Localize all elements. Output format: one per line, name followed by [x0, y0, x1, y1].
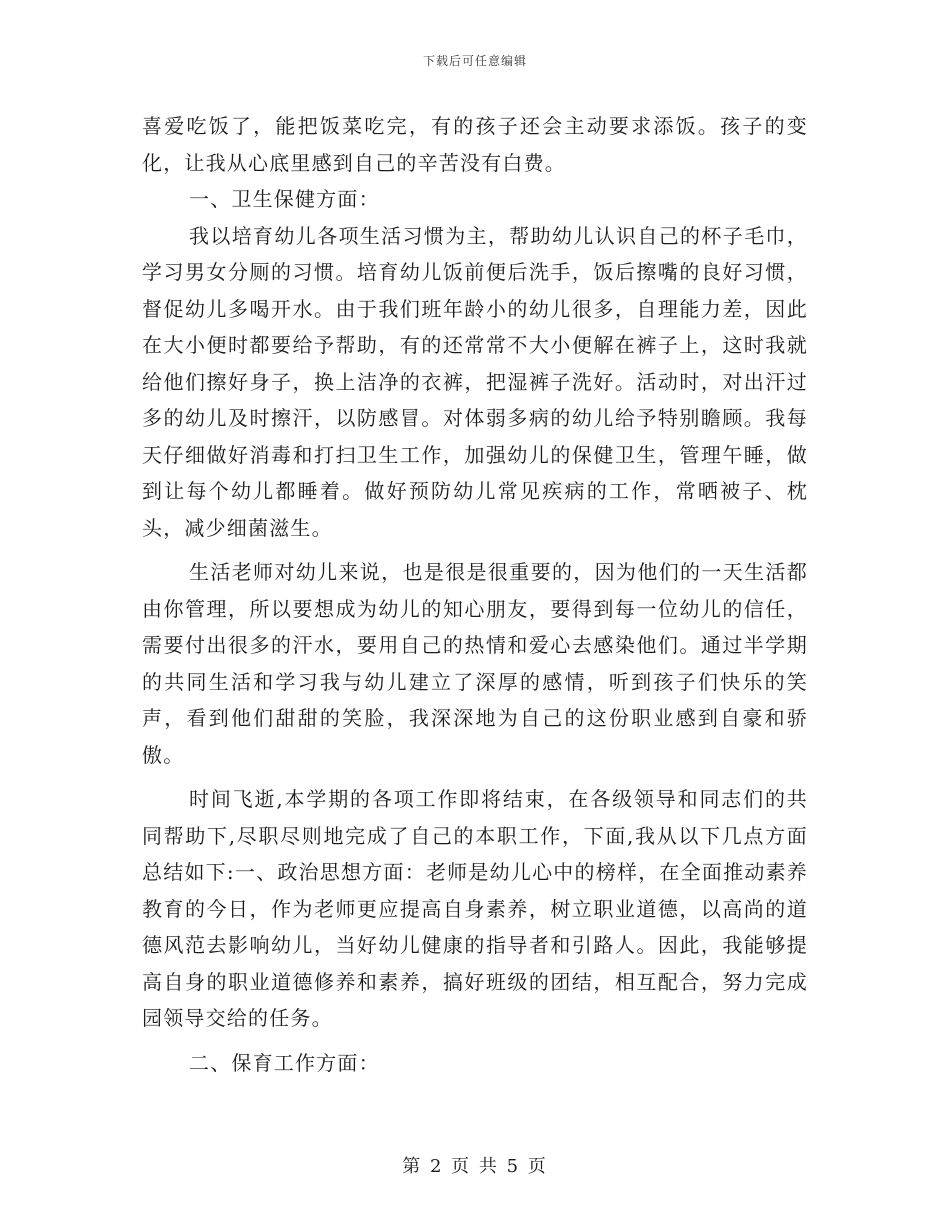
header-note: 下载后可任意编辑 — [422, 54, 527, 68]
paragraph-hygiene: 我以培育幼儿各项生活习惯为主，帮助幼儿认识自己的杯子毛巾，学习男女分厕的习惯。培育幼儿饭前便后洗手，饭后擦嘴的良好习惯，督促幼儿多喝开水。由于我们班年龄小的幼儿很多，自理能力差，因此在大小便时都要给予帮助，有的还常常不大小便解在裤子上，这时我就给他们擦好身子，换上洁净的衣裤，把湿裤子洗好。活动时，对出汗过多的幼儿及时擦汗，以防感冒。对体弱多病的幼儿给予特别瞻顾。我每天仔细做好消毒和打扫卫生工作，加强幼儿的保健卫生，管理午睡，做到让每个幼儿都睡着。做好预防幼儿常见疾病的工作，常晒被子、枕头，减少细菌滋生。 — [142, 223, 808, 540]
paragraph-continuation: 喜爱吃饭了，能把饭菜吃完，有的孩子还会主动要求添饭。孩子的变化，让我从心底里感到自己的辛苦没有白费。 — [142, 114, 808, 175]
document-body — [142, 108, 808, 1081]
paragraph-summary: 时间飞逝,本学期的各项工作即将结束，在各级领导和同志们的共同帮助下,尽职尽则地完成了自己的本职工作，下面,我从以下几点方面总结如下:一、政治思想方面：老师是幼儿心中的榜样，在全面推动素养教育的今日，作为老师更应提高自身素养，树立职业道德，以高尚的道德风范去影响幼儿，当好幼儿健康的指导者和引路人。因此，我能够提高自身的职业道德修养和素养，搞好班级的团结，相互配合，努力完成园领导交给的任务。 — [142, 787, 808, 1030]
page-number: 第 2 页 共 5 页 — [402, 1156, 548, 1177]
paragraph-life-teacher: 生活老师对幼儿来说，也是很是很重要的，因为他们的一天生活都由你管理，所以要想成为幼儿的知心朋友，要得到每一位幼儿的信任，需要付出很多的汗水，要用自己的热情和爱心去感染他们。通过半学期的共同生活和学习我与幼儿建立了深厚的感情，听到孩子们快乐的笑声，看到他们甜甜的笑脸，我深深地为自己的这份职业感到自豪和骄傲。 — [142, 560, 808, 767]
section-heading-hygiene: 一、卫生保健方面： — [189, 187, 380, 211]
section-heading-care-work: 二、保育工作方面： — [189, 1050, 380, 1075]
